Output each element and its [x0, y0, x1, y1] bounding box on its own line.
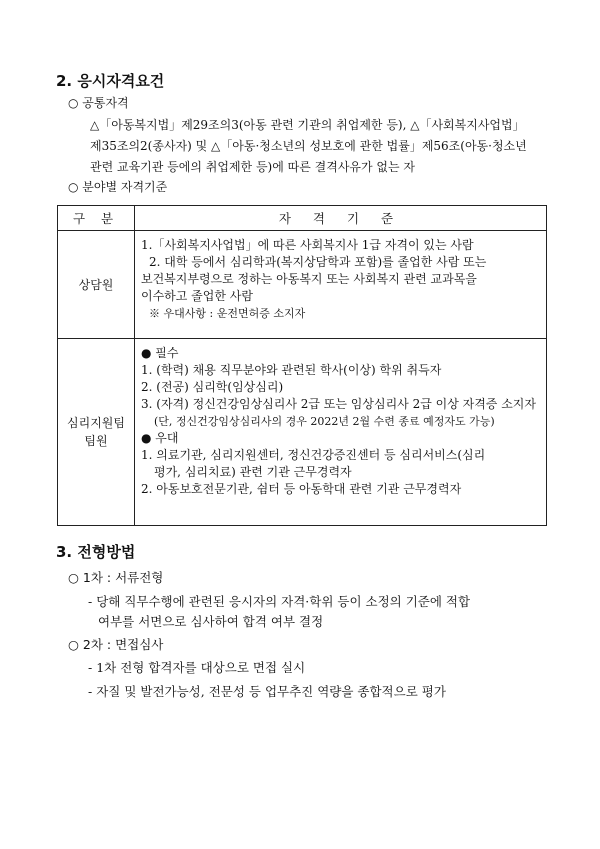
- criteria-line: 3. (자격) 정신건강임상심리사 2급 또는 임상심리사 2급 이상 자격증 소지자: [141, 397, 536, 411]
- table-header-row: [58, 206, 547, 231]
- section-2-title: 2. 응시자격요건: [56, 72, 165, 90]
- criteria-line: 평가, 심리치료) 관련 기관 근무경력자: [154, 465, 352, 479]
- criteria-line: 2. (전공) 심리학(임상심리): [141, 380, 284, 394]
- header-category: 구 분: [58, 206, 135, 231]
- row-category-counselor: 상담원: [58, 231, 135, 339]
- common-qualification-line-3: 관련 교육기관 등에의 취업제한 등)에 따른 결격사유가 없는 자: [90, 160, 415, 174]
- category-line: 심리지원팀: [67, 416, 125, 430]
- table-row: [58, 339, 547, 526]
- criteria-line: 2. 아동보호전문기관, 쉼터 등 아동학대 관련 기관 근무경력자: [141, 482, 462, 496]
- row-category-psych-support: [58, 339, 135, 526]
- preferred-label: ● 우대: [141, 431, 179, 445]
- common-qualification-line-1: △「아동복지법」제29조의3(아동 관련 기관의 취업제한 등), △「사회복지사업법」: [90, 118, 525, 132]
- category-line: 팀원: [84, 434, 108, 448]
- row-criteria-psych-support: [135, 339, 547, 526]
- stage-2-label: ○ 2차 : 면접심사: [68, 637, 164, 652]
- stage-2-line-2: - 자질 및 발전가능성, 전문성 등 업무추진 역량을 종합적으로 평가: [88, 684, 446, 699]
- common-qualification-line-2: 제35조의2(종사자) 및 △「아동·청소년의 성보호에 관한 법률」제56조(아동·청소년: [90, 139, 527, 153]
- criteria-line: 보건복지부령으로 정하는 아동복지 또는 사회복지 관련 교과목을: [141, 272, 477, 286]
- table-row: [58, 231, 547, 339]
- criteria-line: 1.「사회복지사업법」에 따른 사회복지사 1급 자격이 있는 사람: [141, 238, 474, 252]
- row-criteria-counselor: [135, 231, 547, 339]
- qualification-table: [57, 205, 547, 526]
- common-qualification-label: ○ 공통자격: [68, 96, 129, 110]
- section-3-title: 3. 전형방법: [56, 543, 136, 561]
- stage-1-line-2: 여부를 서면으로 심사하여 합격 여부 결정: [98, 614, 324, 629]
- criteria-line: (단, 정신건강임상심리사의 경우 2022년 2월 수련 종료 예정자도 가능): [154, 415, 495, 428]
- stage-2-line-1: - 1차 전형 합격자를 대상으로 면접 실시: [88, 660, 306, 675]
- criteria-line: 2. 대학 등에서 심리학과(복지상담학과 포함)를 졸업한 사람 또는: [149, 255, 487, 269]
- field-qualification-label: ○ 분야별 자격기준: [68, 180, 168, 194]
- stage-1-line-1: - 당해 직무수행에 관련된 응시자의 자격·학위 등이 소정의 기준에 적합: [88, 594, 471, 609]
- required-label: ● 필수: [141, 346, 179, 360]
- criteria-line: 1. 의료기관, 심리지원센터, 정신건강증진센터 등 심리서비스(심리: [141, 448, 486, 462]
- header-criteria: 자 격 기 준: [135, 206, 547, 231]
- criteria-line: 1. (학력) 채용 직무분야와 관련된 학사(이상) 학위 취득자: [141, 363, 442, 377]
- criteria-line: 이수하고 졸업한 사람: [141, 289, 253, 303]
- stage-1-label: ○ 1차 : 서류전형: [68, 570, 164, 585]
- criteria-note: ※ 우대사항 : 운전면허증 소지자: [149, 307, 306, 320]
